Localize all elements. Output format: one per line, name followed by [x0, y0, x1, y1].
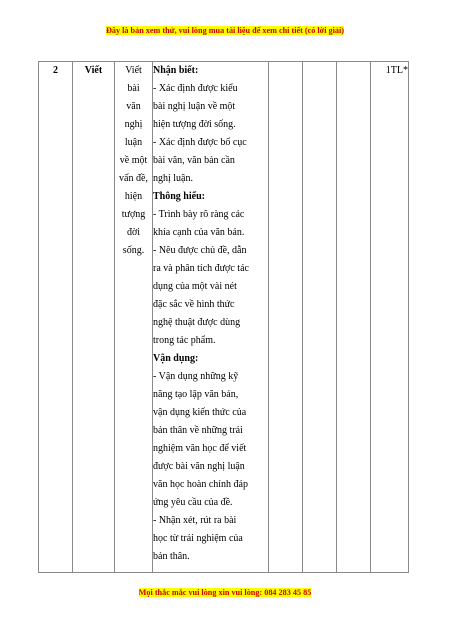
thong-hieu-line: đặc sắc về hình thức	[153, 299, 235, 310]
content-line: đời	[126, 227, 141, 238]
van-dung-line: năng tạo lập văn bản,	[153, 389, 239, 400]
content-line: tượng	[121, 209, 146, 220]
header-banner-text: Đây là bản xem thử, vui lòng mua tài liệu để xem chi tiết (có lời giải)	[105, 26, 344, 35]
content-line: về một	[119, 155, 148, 166]
row-number: 2	[53, 65, 58, 76]
content-line: luận	[124, 137, 143, 148]
specification-table	[38, 61, 409, 573]
nhan-biet-line: - Xác định được kiểu	[153, 83, 238, 94]
count-cell-application	[337, 62, 371, 573]
van-dung-line: bản thân.	[153, 551, 190, 562]
footer-banner	[0, 588, 450, 598]
content-line: văn	[126, 101, 141, 112]
thong-hieu-line: nghệ thuật được dùng	[153, 317, 241, 328]
van-dung-line: vận dụng kiến thức của	[153, 407, 247, 418]
thong-hieu-line: ra và phân tích được tác	[153, 263, 249, 274]
chapter-name: Viết	[84, 65, 103, 76]
thong-hieu-line: khía cạnh của văn bản.	[153, 227, 245, 238]
nhan-biet-line: bài nghị luận về một	[153, 101, 236, 112]
content-line: hiện	[124, 191, 143, 202]
nhan-biet-line: bài văn, văn bản cần	[153, 155, 235, 166]
nhan-biet-line: - Xác định được bố cục	[153, 137, 247, 148]
thong-hieu-line: - Trình bày rõ ràng các	[153, 209, 245, 220]
row-number-cell	[39, 62, 73, 573]
table-row	[39, 62, 409, 573]
count-cell-recognition	[269, 62, 303, 573]
footer-banner-text: Mọi thắc mắc vui lòng xin vui lòng: 084 283 45 85	[138, 588, 312, 597]
count-cell-comprehension	[303, 62, 337, 573]
van-dung-line: được bài văn nghị luận	[153, 461, 245, 472]
total-count: 1TL*	[385, 65, 408, 76]
van-dung-line: bản thân về những trải	[153, 425, 243, 436]
content-unit-cell	[115, 62, 153, 573]
thong-hieu-line: dụng của một vài nét	[153, 281, 237, 292]
thong-hieu-line: trong tác phẩm.	[153, 335, 216, 346]
van-dung-line: văn học hoàn chỉnh đáp	[153, 479, 248, 490]
content-line: Viết	[125, 65, 142, 76]
total-cell	[371, 62, 409, 573]
content-line: bài	[127, 83, 140, 94]
van-dung-line: học từ trải nghiệm của	[153, 533, 243, 544]
van-dung-line: nghiệm văn học để viết	[153, 443, 247, 454]
requirement-level-cell	[153, 62, 269, 573]
header-banner	[0, 26, 450, 36]
van-dung-line: - Nhận xét, rút ra bài	[153, 515, 237, 526]
content-line: sống.	[122, 245, 145, 256]
content-line: nghị	[124, 119, 143, 130]
content-line: vấn đề,	[119, 173, 148, 184]
nhan-biet-line: hiện tượng đời sống.	[153, 119, 236, 130]
nhan-biet-line: nghị luận.	[153, 173, 193, 184]
nhan-biet-heading: Nhận biết:	[153, 65, 199, 76]
van-dung-line: - Vận dụng những kỹ	[153, 371, 239, 382]
chapter-cell	[73, 62, 115, 573]
van-dung-line: ứng yêu cầu của đề.	[153, 497, 233, 508]
thong-hieu-heading: Thông hiểu:	[153, 191, 205, 202]
thong-hieu-line: - Nêu được chủ đề, dẫn	[153, 245, 247, 256]
van-dung-heading: Vận dụng:	[153, 353, 199, 364]
